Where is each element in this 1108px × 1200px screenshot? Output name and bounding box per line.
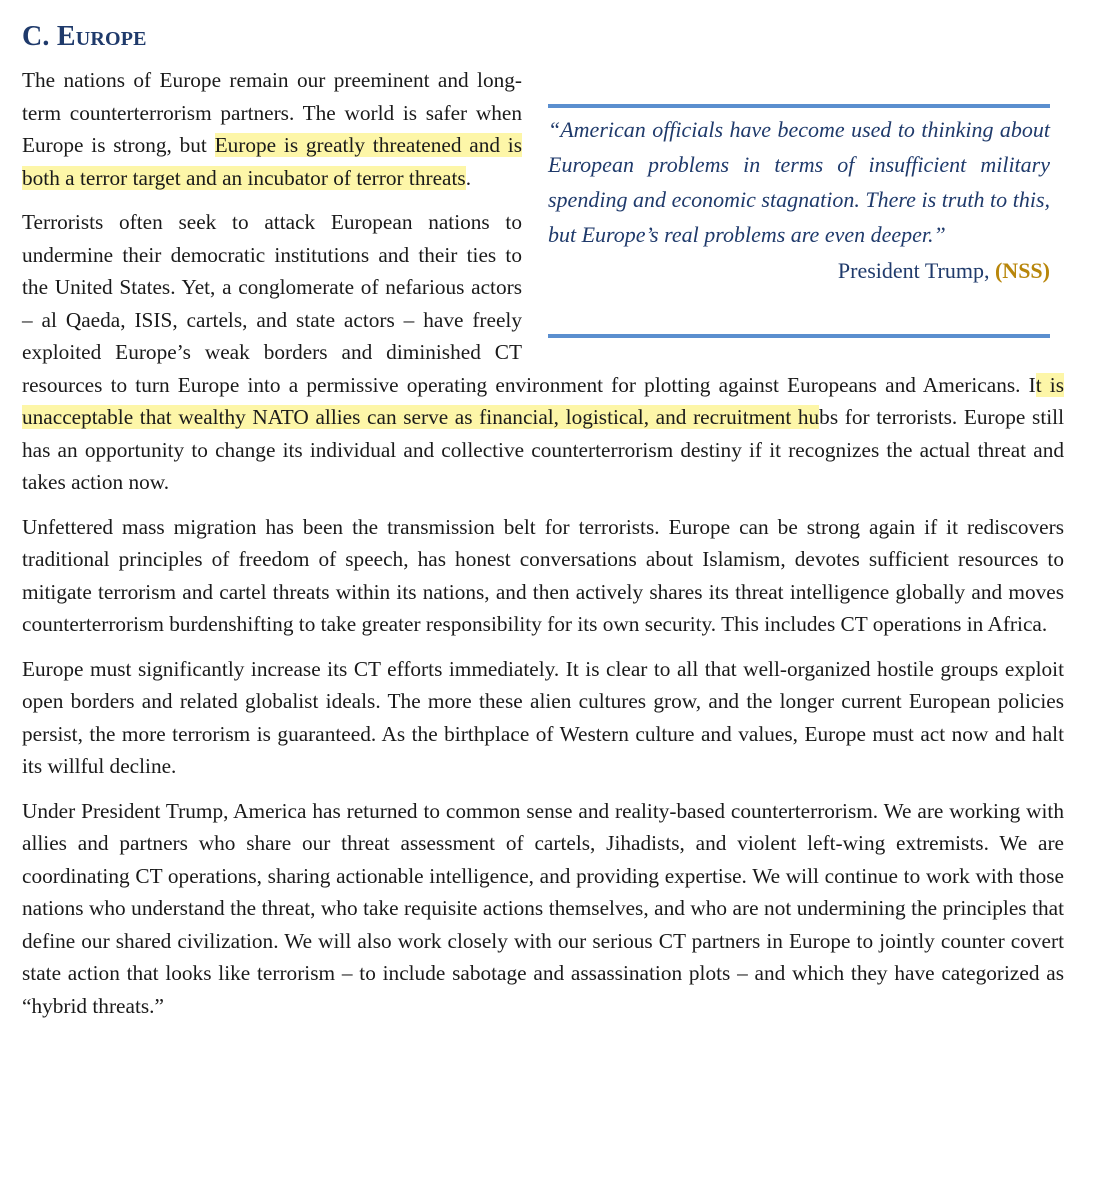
paragraph-1-highlight: Europe is greatly threatened and is both a terror target and an incubator of terror threats (22, 133, 523, 190)
paragraph-5: Under President Trump, America has returned to common sense and reality-based counterterrorism. We are working with allies and partners who share our threat assessment of cartels, Jihadists, and violent left-wing extremists. We are coordinating CT operations, sharing actionable intelligence, and providing expertise. We will continue to work with those nations who understand the threat, who take requisite actions themselves, and who are not undermining the principles that define our shared civilization. We will also work closely with our serious CT partners in Europe to jointly counter covert state action that looks like terrorism – to include sabotage and assassination plots – and which they have categorized as “hybrid threats.” (22, 798, 1064, 1018)
paragraph-2-highlight: t is unacceptable that wealthy NATO allies can serve as financial, logistical, and recruitment hu (22, 372, 1065, 429)
callout-source: (NSS) (994, 258, 1050, 283)
paragraph-1-text-b: . (465, 165, 472, 190)
section-letter: C. (22, 21, 50, 52)
paragraph-2-text-a: Terrorists often seek to attack European nations to undermine their democratic institutions and their ties to the United States. Yet, a conglomerate of nefarious actors – al Qaeda, ISIS, cartels, and state actors – have freely exploited Europe’s weak borders and diminished CT resources to turn Europe into a permissive operating environment for plotting against Europeans and Americans. I (22, 210, 1036, 397)
callout-attribution (548, 254, 1050, 288)
paragraph-3: Unfettered mass migration has been the transmission belt for terrorists. Europe can be strong again if it rediscovers traditional principles of freedom of speech, has honest conversations about Islamism, devotes sufficient resources to mitigate terrorism and cartel threats within its nations, and then actively shares its threat intelligence globally and moves counterterrorism burdenshifting to take greater responsibility for its own security. This includes CT operations in Africa. (22, 514, 1064, 636)
callout-attribution-name: President Trump, (837, 258, 990, 283)
paragraph-4: Europe must significantly increase its CT efforts immediately. It is clear to all that well-organized hostile groups exploit open borders and related globalist ideals. The more these alien cultures grow, and the longer current European policies persist, the more terrorism is guaranteed. As the birthplace of Western culture and values, Europe must act now and halt its willful decline. (22, 656, 1064, 778)
callout-quote: “American officials have become used to thinking about European problems in terms of insufficient military spending and economic stagnation. There is truth to this, but Europe’s real problems are even deeper.” (548, 117, 1050, 247)
document-page (22, 20, 1064, 1034)
section-title: Europe (56, 21, 147, 52)
paragraph-2-text-b: bs for terrorists. Europe still has an opportunity to change its individual and collective counterterrorism destiny if it recognizes the actual threat and takes action now. (22, 405, 1064, 494)
quote-callout (548, 64, 1050, 338)
paragraph-1-text-a: The nations of Europe remain our preeminent and long-term counterterrorism partners. The world is safer when Europe is strong, but (22, 68, 522, 157)
callout-top-rule (548, 104, 1050, 108)
section-heading (22, 20, 1064, 54)
callout-bottom-rule (548, 334, 1050, 338)
